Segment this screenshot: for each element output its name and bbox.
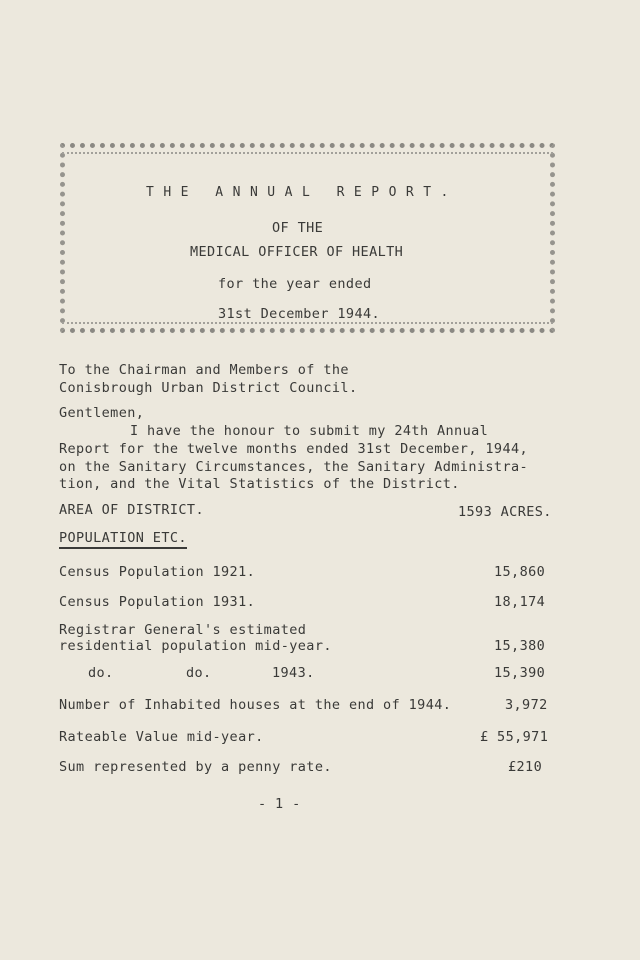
row-penny-rate-value: £210 — [508, 759, 543, 775]
intro-line-2: Report for the twelve months ended 31st December, 1944, — [59, 441, 529, 457]
intro-line-3: on the Sanitary Circumstances, the Sanitary Administra- — [59, 459, 529, 475]
area-label: AREA OF DISTRICT. — [59, 502, 204, 518]
row-census-1921-value: 15,860 — [494, 564, 546, 580]
report-subtitle-of-the: OF THE — [272, 220, 324, 236]
address-line-2: Conisbrough Urban District Council. — [59, 380, 358, 396]
report-date: 31st December 1944. — [218, 306, 381, 322]
row-estimated-label-1: Registrar General's estimated — [59, 622, 307, 638]
row-census-1931-value: 18,174 — [494, 594, 546, 610]
row-houses-label: Number of Inhabited houses at the end of 1944. — [59, 697, 452, 713]
report-year-label: for the year ended — [218, 276, 372, 292]
decorative-title-border — [60, 143, 555, 333]
row-1943-value: 15,390 — [494, 665, 546, 681]
intro-line-1: I have the honour to submit my 24th Annual — [130, 423, 489, 439]
row-estimated-label-2: residential population mid-year. — [59, 638, 332, 654]
row-1943-label-do-2: do. — [186, 665, 212, 681]
row-census-1921-label: Census Population 1921. — [59, 564, 256, 580]
row-houses-value: 3,972 — [505, 697, 548, 713]
row-census-1931-label: Census Population 1931. — [59, 594, 256, 610]
row-1943-label-do: do. — [88, 665, 114, 681]
address-line-1: To the Chairman and Members of the — [59, 362, 349, 378]
row-rateable-value: £ 55,971 — [480, 729, 549, 745]
row-1943-label-year: 1943. — [272, 665, 315, 681]
salutation: Gentlemen, — [59, 405, 145, 421]
row-estimated-value: 15,380 — [494, 638, 546, 654]
row-penny-rate-label: Sum represented by a penny rate. — [59, 759, 332, 775]
intro-line-4: tion, and the Vital Statistics of the District. — [59, 476, 460, 492]
page-number: - 1 - — [258, 796, 301, 812]
row-rateable-label: Rateable Value mid-year. — [59, 729, 264, 745]
population-heading: POPULATION ETC. — [59, 530, 187, 549]
report-title: THE ANNUAL REPORT. — [146, 185, 458, 200]
report-office-title: MEDICAL OFFICER OF HEALTH — [190, 244, 404, 260]
area-value: 1593 ACRES. — [458, 504, 552, 520]
